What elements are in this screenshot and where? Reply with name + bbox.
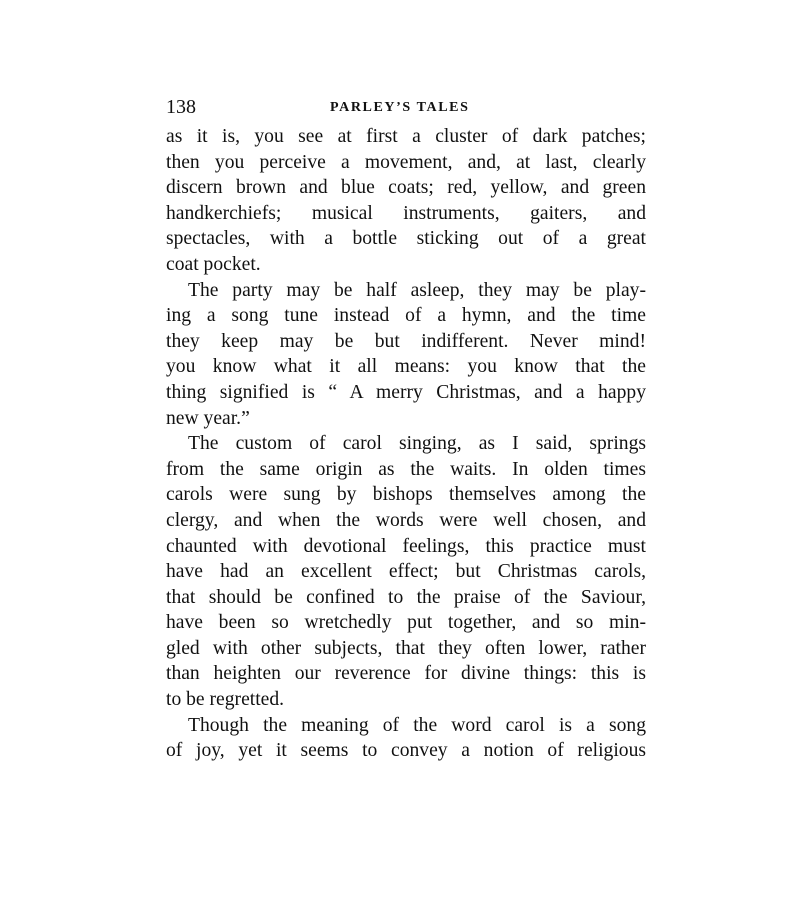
running-head — [166, 94, 646, 120]
running-title: PARLEY’S TALES — [330, 100, 470, 115]
text-line: gled with other subjects, that they often lower, rather — [166, 637, 646, 659]
text-line: thing signified is “ A merry Christmas, and a happy — [166, 381, 646, 403]
text-line: carols were sung by bishops themselves among the — [166, 484, 646, 506]
text-line: discern brown and blue coats; red, yellow, and green — [166, 177, 646, 199]
text-line: have been so wretchedly put together, and so min- — [166, 612, 646, 634]
text-line: they keep may be but indifferent. Never mind! — [166, 330, 646, 352]
paragraph-first-line: The custom of carol singing, as I said, springs — [188, 433, 646, 455]
paragraph-first-line: The party may be half asleep, they may be play- — [188, 279, 646, 301]
text-line: that should be confined to the praise of the Saviour, — [166, 586, 646, 608]
text-line: then you perceive a movement, and, at last, clearly — [166, 151, 646, 173]
text-line: than heighten our reverence for divine things: this is — [166, 663, 646, 685]
text-line: chaunted with devotional feelings, this practice must — [166, 535, 646, 557]
text-line: to be regretted. — [166, 689, 285, 711]
text-line: new year.” — [166, 407, 250, 429]
text-line: spectacles, with a bottle sticking out of a great — [166, 228, 646, 250]
body-text — [166, 124, 646, 764]
text-line: ing a song tune instead of a hymn, and the time — [166, 305, 646, 327]
text-line: from the same origin as the waits. In olden times — [166, 458, 646, 480]
text-line: handkerchiefs; musical instruments, gaiters, and — [166, 202, 646, 224]
text-line: you know what it all means: you know that the — [166, 356, 646, 378]
page-number: 138 — [166, 96, 196, 118]
book-page — [166, 94, 646, 764]
text-line: coat pocket. — [166, 253, 261, 275]
paragraph-first-line: Though the meaning of the word carol is a song — [188, 714, 646, 736]
text-line: as it is, you see at first a cluster of dark patches; — [166, 126, 646, 147]
text-line: have had an excellent effect; but Christmas carols, — [166, 561, 646, 583]
text-line: clergy, and when the words were well chosen, and — [166, 509, 646, 531]
text-line: of joy, yet it seems to convey a notion of religious — [166, 740, 646, 762]
